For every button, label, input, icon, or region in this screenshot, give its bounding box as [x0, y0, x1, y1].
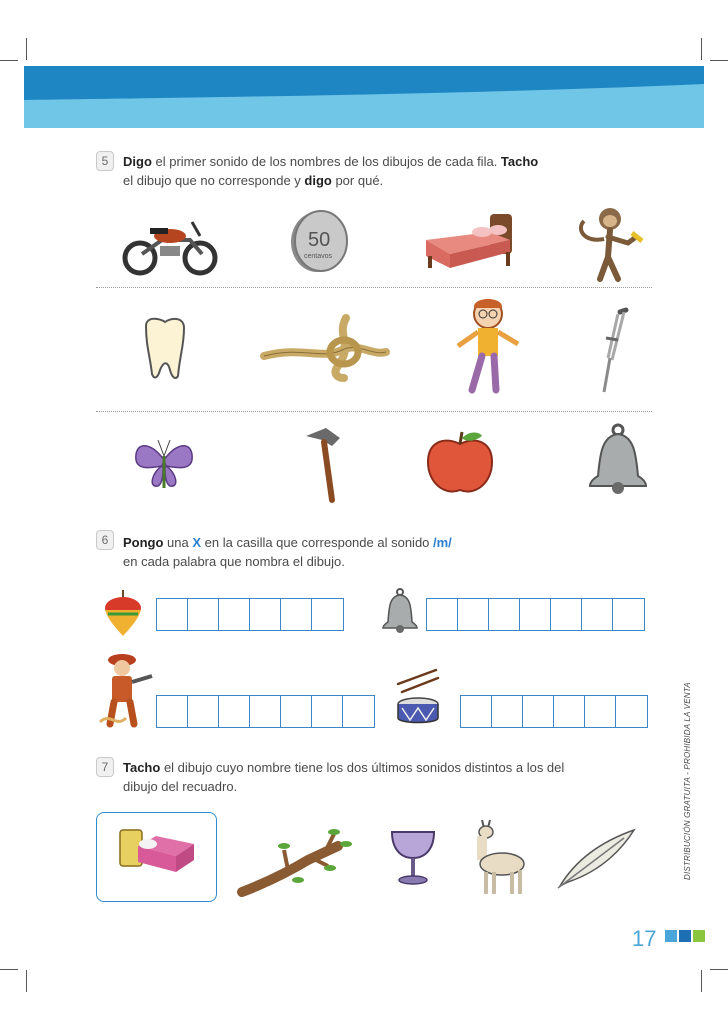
grid-cell[interactable]: [458, 599, 489, 630]
crop-mark: [26, 970, 27, 992]
coin-sub: centavos: [304, 253, 333, 260]
grid-cell[interactable]: [554, 696, 585, 727]
feather-icon[interactable]: [554, 826, 640, 892]
grid-cell[interactable]: [523, 696, 554, 727]
firefighter-icon[interactable]: [96, 652, 158, 730]
crop-mark: [0, 60, 18, 61]
goblet-icon[interactable]: [386, 826, 440, 888]
grid-cell[interactable]: [551, 599, 582, 630]
grid-cell[interactable]: [427, 599, 458, 630]
crop-mark: [0, 969, 18, 970]
coin-value: 50: [308, 229, 331, 251]
activity-number: 7: [96, 757, 114, 777]
answer-grid[interactable]: [156, 598, 344, 631]
page-number: 17: [632, 926, 657, 951]
doll-icon[interactable]: [450, 296, 526, 396]
grid-cell[interactable]: [492, 696, 523, 727]
grid-cell[interactable]: [250, 599, 281, 630]
grid-cell[interactable]: [343, 696, 374, 727]
header-banner-wave: [24, 66, 704, 128]
grid-cell[interactable]: [188, 599, 219, 630]
grid-cell[interactable]: [520, 599, 551, 630]
motorcycle-icon[interactable]: [120, 214, 220, 278]
bed-icon[interactable]: [118, 822, 196, 880]
grid-cell[interactable]: [188, 696, 219, 727]
branch-icon[interactable]: [238, 822, 358, 902]
grid-cell[interactable]: [489, 599, 520, 630]
bed-icon[interactable]: [420, 210, 516, 272]
grid-cell[interactable]: [250, 696, 281, 727]
grid-cell[interactable]: [582, 599, 613, 630]
side-text: DISTRIBUCIÓN GRATUITA - PROHIBIDA LA VENTA: [683, 682, 692, 880]
color-square: [679, 930, 691, 942]
crop-mark: [701, 38, 702, 60]
grid-cell[interactable]: [312, 599, 343, 630]
grid-cell[interactable]: [219, 599, 250, 630]
spinning-top-icon[interactable]: [102, 588, 144, 638]
tooth-icon[interactable]: [140, 316, 190, 382]
color-square: [693, 930, 705, 942]
knot-icon[interactable]: [262, 316, 388, 380]
grid-cell[interactable]: [281, 696, 312, 727]
grid-cell[interactable]: [219, 696, 250, 727]
grid-cell[interactable]: [616, 696, 647, 727]
bell-icon[interactable]: [380, 588, 420, 634]
activity7-instruction: Tacho el dibujo cuyo nombre tiene los dos últimos sonidos distintos a los del dibujo del recuadro.: [123, 760, 565, 794]
grid-cell[interactable]: [312, 696, 343, 727]
activity5-instruction: Digo el primer sonido de los nombres de los dibujos de cada fila. Tacho el dibujo que no corresponde y digo por qué.: [123, 154, 539, 188]
activity-number: 5: [96, 151, 114, 171]
monkey-icon[interactable]: [570, 203, 646, 283]
activity6-instruction: Pongo una X en la casilla que corresponde al sonido /m/ en cada palabra que nombra el dibujo.: [123, 535, 452, 569]
answer-grid[interactable]: [156, 695, 375, 728]
grid-cell[interactable]: [461, 696, 492, 727]
answer-grid[interactable]: [460, 695, 648, 728]
crop-mark: [26, 38, 27, 60]
grid-cell[interactable]: [585, 696, 616, 727]
activity-number: 6: [96, 530, 114, 550]
answer-grid[interactable]: [426, 598, 645, 631]
grid-cell[interactable]: [613, 599, 644, 630]
bell-icon[interactable]: [586, 424, 652, 496]
coin-icon[interactable]: [284, 208, 354, 274]
row-divider: [96, 411, 652, 412]
grid-cell[interactable]: [157, 696, 188, 727]
grid-cell[interactable]: [281, 599, 312, 630]
crop-mark: [701, 970, 702, 992]
llama-icon[interactable]: [466, 816, 532, 896]
crutch-icon[interactable]: [596, 308, 636, 394]
color-square: [665, 930, 677, 942]
butterfly-icon[interactable]: [130, 432, 198, 494]
drum-icon[interactable]: [394, 668, 442, 728]
crop-mark: [710, 60, 728, 61]
row-divider: [96, 287, 652, 288]
grid-cell[interactable]: [157, 599, 188, 630]
hammer-icon[interactable]: [302, 424, 348, 502]
crop-mark: [710, 969, 728, 970]
apple-icon[interactable]: [424, 430, 496, 496]
